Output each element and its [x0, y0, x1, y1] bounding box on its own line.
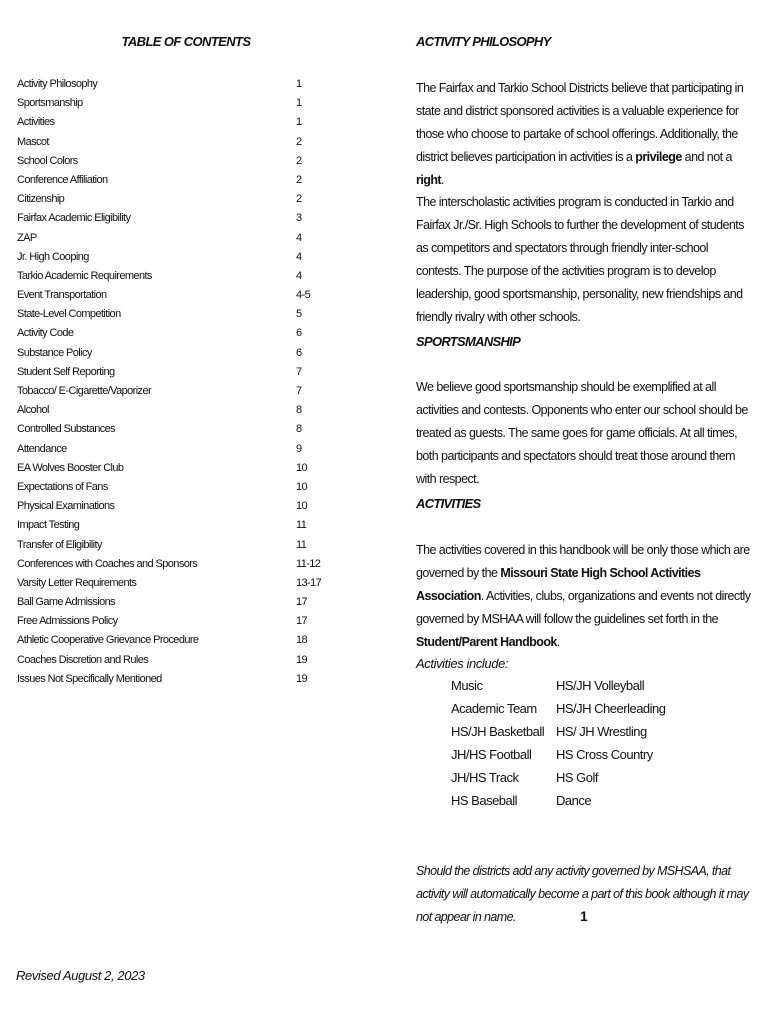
toc-entry-page: 11 — [296, 538, 307, 551]
toc-entry-label: Free Admissions Policy — [17, 615, 118, 628]
activity-item: HS/JH Basketball — [451, 724, 545, 739]
toc-entry — [16, 251, 336, 270]
toc-entry-page: 1 — [296, 97, 302, 110]
toc-entry — [16, 596, 336, 615]
toc-entry-label: Event Transportation — [17, 289, 107, 302]
toc-entry-label: Tobacco/ E-Cigarette/Vaporizer — [17, 385, 152, 397]
table-of-contents-column — [16, 0, 356, 1024]
toc-entry-page: 17 — [296, 615, 308, 628]
toc-entry-page: 10 — [296, 461, 308, 474]
activity-item: Academic Team — [451, 701, 537, 716]
toc-entry-label: Athletic Cooperative Grievance Procedure — [17, 634, 199, 647]
toc-entry — [16, 423, 336, 442]
toc-entry — [16, 136, 336, 155]
activity-item: HS Golf — [556, 770, 599, 785]
toc-entry — [16, 97, 336, 116]
toc-entry-label: Coaches Discretion and Rules — [17, 653, 149, 666]
activity-philosophy-heading: ACTIVITY PHILOSOPHY — [416, 34, 551, 49]
activities-paragraph: The activities covered in this handbook will be only those which are governed by the Missouri State High School Activities Association. Activities, clubs, organizations and events not directly governed by MSHAA will follow the guidelines set forth in the Student/Parent Handbook. — [416, 543, 751, 649]
activity-item: Music — [451, 678, 483, 693]
page-number: 1 — [580, 908, 588, 924]
toc-entry-label: Jr. High Cooping — [17, 250, 89, 263]
toc-entry-page: 8 — [296, 423, 302, 436]
toc-entry-page: 9 — [296, 442, 302, 455]
activity-item: HS/ JH Wrestling — [556, 724, 647, 739]
toc-entry — [16, 443, 336, 462]
toc-entry-page: 19 — [296, 653, 308, 666]
toc-entry-page: 11 — [296, 519, 307, 532]
activities-row — [451, 747, 751, 770]
toc-entry — [16, 347, 336, 366]
toc-entry-label: Conference Affiliation — [17, 173, 108, 186]
toc-entry — [16, 481, 336, 500]
toc-entry — [16, 462, 336, 481]
toc-entry-page: 2 — [296, 193, 302, 206]
toc-entry — [16, 577, 336, 596]
activity-item: JH/HS Football — [451, 747, 532, 762]
activities-list — [451, 678, 751, 816]
toc-entry — [16, 327, 336, 346]
toc-entry-page: 8 — [296, 404, 302, 417]
toc-entry-label: Fairfax Academic Eligibility — [17, 212, 131, 225]
toc-list — [16, 78, 336, 692]
toc-entry-label: Citizenship — [17, 193, 65, 206]
activities-row — [451, 701, 751, 724]
toc-entry — [16, 615, 336, 634]
toc-entry — [16, 654, 336, 673]
activity-item: HS/JH Volleyball — [556, 678, 645, 693]
toc-entry — [16, 385, 336, 404]
activity-item: HS Baseball — [451, 793, 518, 808]
toc-entry — [16, 673, 336, 692]
toc-entry — [16, 232, 336, 251]
toc-entry — [16, 558, 336, 577]
toc-entry-page: 2 — [296, 135, 302, 148]
toc-entry-page: 3 — [296, 212, 302, 225]
activities-row — [451, 724, 751, 747]
toc-entry-page: 6 — [296, 327, 302, 340]
philosophy-paragraph-1: The Fairfax and Tarkio School Districts believe that participating in state and district sponsored activities is a valuable experience for those who choose to partake of school offerings. Additionally, the district believes participation in activities is a privilege and not a right. — [416, 81, 744, 187]
sportsmanship-heading: SPORTSMANSHIP — [416, 334, 521, 349]
toc-entry-label: Student Self Reporting — [17, 365, 115, 378]
activity-item: JH/HS Track — [451, 770, 519, 785]
toc-entry-label: Controlled Substances — [17, 423, 116, 436]
toc-entry-page: 4 — [296, 231, 302, 244]
activities-include-label: Activities include: — [416, 656, 509, 671]
toc-entry — [16, 193, 336, 212]
toc-entry-label: Substance Policy — [17, 346, 92, 359]
toc-entry — [16, 78, 336, 97]
toc-entry-label: Physical Examinations — [17, 500, 115, 513]
content-column — [416, 0, 756, 1024]
toc-entry-label: Mascot — [17, 135, 49, 148]
toc-entry-label: ZAP — [17, 231, 37, 244]
activities-heading: ACTIVITIES — [416, 496, 481, 511]
toc-entry — [16, 634, 336, 653]
toc-entry-page: 10 — [296, 500, 308, 513]
toc-entry-page: 7 — [296, 385, 302, 397]
toc-entry — [16, 500, 336, 519]
toc-entry-page: 18 — [296, 634, 308, 647]
toc-entry-label: Issues Not Specifically Mentioned — [17, 672, 162, 685]
toc-entry — [16, 308, 336, 327]
toc-entry-label: Ball Game Admissions — [17, 596, 116, 609]
toc-entry-label: Conferences with Coaches and Sponsors — [17, 557, 198, 570]
toc-entry — [16, 174, 336, 193]
activities-row — [451, 678, 751, 701]
toc-entry-page: 2 — [296, 173, 302, 186]
toc-entry-label: Transfer of Eligibility — [17, 538, 102, 551]
sportsmanship-paragraph: We believe good sportsmanship should be exemplified at all activities and contests. Opponents who enter our school should be treated as guests. The same goes for game officials. At all times, both participants and spectators should treat those around them with respect. — [416, 380, 748, 486]
toc-entry-label: EA Wolves Booster Club — [17, 461, 124, 474]
activities-row — [451, 770, 751, 793]
activities-closing-note: Should the districts add any activity governed by MSHSAA, that activity will automatically become a part of this book although it may not appear in name. — [416, 864, 749, 924]
toc-entry — [16, 212, 336, 231]
toc-title: TABLE OF CONTENTS — [121, 34, 251, 49]
toc-entry-page: 13-17 — [296, 576, 322, 589]
toc-entry-page: 11-12 — [296, 557, 321, 570]
toc-entry-page: 17 — [296, 596, 308, 609]
toc-entry-page: 1 — [296, 78, 302, 90]
toc-entry-label: Activity Philosophy — [17, 78, 98, 90]
toc-entry-label: Impact Testing — [17, 519, 80, 532]
toc-entry-page: 7 — [296, 365, 302, 378]
toc-entry — [16, 155, 336, 174]
activities-row — [451, 793, 751, 816]
toc-entry-label: Expectations of Fans — [17, 480, 108, 493]
toc-entry-page: 4 — [296, 250, 302, 263]
toc-entry-label: Activity Code — [17, 327, 74, 340]
activity-item: HS Cross Country — [556, 747, 653, 762]
toc-entry-label: Tarkio Academic Requirements — [17, 269, 152, 282]
toc-entry-label: Attendance — [17, 442, 67, 455]
toc-entry — [16, 404, 336, 423]
toc-entry-page: 19 — [296, 672, 308, 685]
toc-entry-label: Alcohol — [17, 404, 49, 417]
toc-entry — [16, 116, 336, 135]
toc-entry-label: School Colors — [17, 154, 78, 167]
toc-entry-page: 1 — [296, 116, 302, 129]
toc-entry — [16, 270, 336, 289]
toc-entry-label: Varsity Letter Requirements — [17, 576, 137, 589]
toc-entry-page: 4-5 — [296, 289, 311, 302]
revised-date: Revised August 2, 2023 — [16, 968, 145, 983]
toc-entry — [16, 366, 336, 385]
philosophy-paragraph-2: The interscholastic activities program is conducted in Tarkio and Fairfax Jr./Sr. High Schools to further the development of students as competitors and spectators through friendly inter-school contests. The purpose of the activities program is to develop leadership, good sportsmanship, personality, new friendships and friendly rivalry with other schools. — [416, 195, 744, 324]
toc-entry — [16, 289, 336, 308]
toc-entry-page: 4 — [296, 269, 302, 282]
toc-entry-page: 10 — [296, 480, 308, 493]
toc-entry — [16, 519, 336, 538]
toc-entry-page: 5 — [296, 308, 302, 321]
activity-item: HS/JH Cheerleading — [556, 701, 666, 716]
toc-entry-label: Activities — [17, 116, 55, 129]
toc-entry-label: Sportsmanship — [17, 97, 83, 110]
toc-entry-page: 6 — [296, 346, 302, 359]
toc-entry-page: 2 — [296, 154, 302, 167]
toc-entry-label: State-Level Competition — [17, 308, 121, 321]
toc-entry — [16, 539, 336, 558]
activity-item: Dance — [556, 793, 592, 808]
